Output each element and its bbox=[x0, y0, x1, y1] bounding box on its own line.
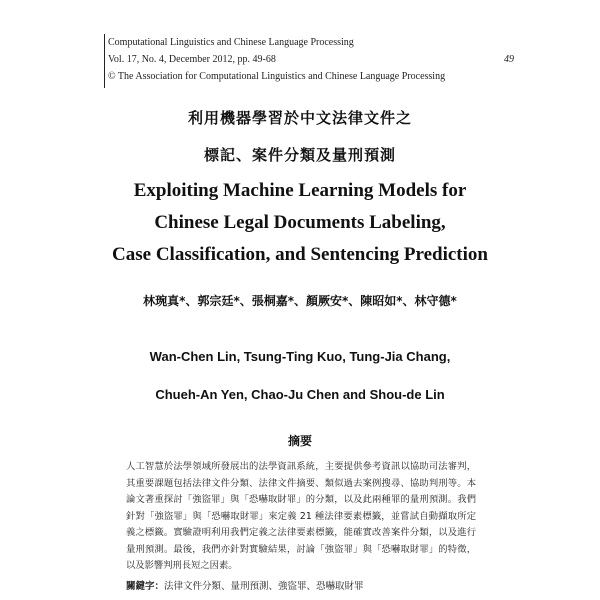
abstract-body: 人工智慧於法學領域所發展出的法學資訊系統，主要提供參考資訊以協助司法審判，其重要課題包括法律文件分類、法律文件摘要、類似過去案例搜尋、協助判刑等。本論文著重探討「強盜罪」與「恐嚇取財罪」的分類，以及此兩種罪的量刑預測。我們針對「強盜罪」與「恐嚇取財罪」來定義 21 種法律要素標籤，並嘗試自動擷取所定義之標籤。實驗證明利用我們定義之法律要素標籤，能確實改善案件分類，以及進行量刑預測。最後，我們亦針對實驗結果，討論「強盜罪」與「恐嚇取財罪」的特徵，以及影響判刑長短之因素。 bbox=[126, 461, 476, 571]
title-en-line-2: Chinese Legal Documents Labeling, bbox=[154, 212, 446, 233]
journal-header bbox=[104, 34, 516, 88]
copyright-line: © The Association for Computational Linguistics and Chinese Language Processing bbox=[108, 71, 446, 82]
keywords-list: 法律文件分類、量刑預測、強盜罪、恐嚇取財罪 bbox=[164, 581, 364, 592]
keywords-label: 關鍵字： bbox=[126, 581, 165, 592]
keywords bbox=[126, 578, 486, 592]
volume-info: Vol. 17, No. 4, December 2012, pp. 49-68 bbox=[108, 54, 276, 65]
journal-name: Computational Linguistics and Chinese Language Processing bbox=[108, 37, 354, 48]
authors-zh: 林琬真*、郭宗廷*、張桐嘉*、顏厥安*、陳昭如*、林守德* bbox=[143, 294, 457, 308]
title-zh-line-1: 利用機器學習於中文法律文件之 bbox=[187, 109, 412, 127]
page-number: 49 bbox=[504, 54, 514, 65]
title-zh-line-2: 標記、案件分類及量刑預測 bbox=[203, 146, 396, 164]
authors-en-line-1: Wan-Chen Lin, Tsung-Ting Kuo, Tung-Jia Chang, bbox=[149, 349, 451, 364]
authors-en-line-2: Chueh-An Yen, Chao-Ju Chen and Shou-de Lin bbox=[155, 387, 445, 402]
abstract-heading: 摘要 bbox=[287, 434, 312, 448]
title-en-line-1: Exploiting Machine Learning Models for bbox=[133, 180, 467, 201]
title-en-line-3: Case Classification, and Sentencing Prediction bbox=[112, 244, 488, 265]
